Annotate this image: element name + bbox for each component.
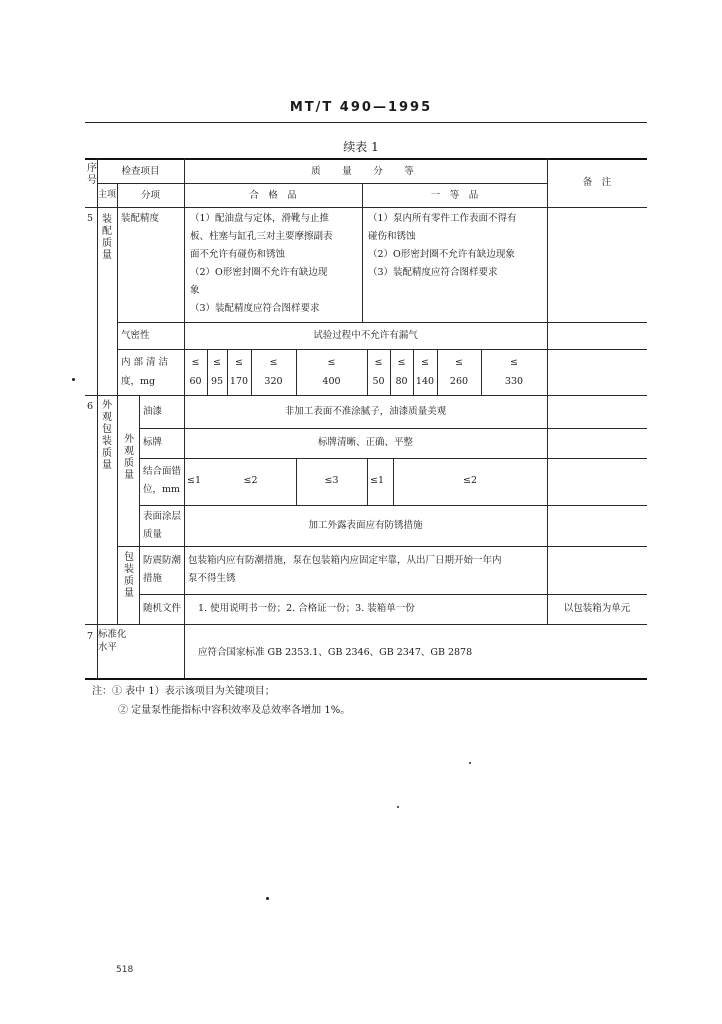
cleanliness-label-unit: 度，mg (121, 376, 156, 387)
row-line-paint (139, 428, 647, 429)
clean-f-symbol: ≤ (455, 357, 463, 368)
col-line-remarks (547, 158, 548, 624)
cleanliness-label: 内部清洁 (121, 357, 172, 368)
clean-q-value: 400 (322, 376, 341, 387)
scan-speck (469, 762, 471, 764)
joint-q3: ≤3 (324, 475, 339, 486)
assembly-qualified-line: （3）装配精度应符合图样要求 (190, 303, 320, 314)
scan-speck (72, 378, 75, 381)
header-rule (85, 122, 647, 123)
row5-main-item: 装配质量 (102, 214, 112, 261)
row7-main-item: 标准化水平 (98, 629, 127, 653)
paint-label: 油漆 (143, 406, 163, 417)
header-first-class: 一 等 品 (430, 190, 479, 201)
clean-q-symbol: ≤ (191, 357, 200, 368)
paint-value: 非加工表面不准涂腻子，油漆质量美观 (284, 406, 447, 417)
assembly-qualified-line: （2）O形密封圈不允许有缺边现 (190, 267, 328, 278)
row7-seq: 7 (87, 631, 94, 642)
scan-speck (397, 806, 399, 808)
documents-value: 1. 使用说明书一份；2. 合格证一份；3. 装箱单一份 (198, 603, 415, 614)
coating-label-2: 质量 (143, 529, 163, 540)
col-line-group (139, 395, 140, 624)
clean-f-symbol: ≤ (510, 357, 518, 368)
header-main-item: 主项 (97, 190, 116, 200)
header-qualified: 合 格 品 (249, 190, 297, 201)
assembly-qualified-line: 板、柱塞与缸孔三对主要摩擦副表 (190, 231, 333, 242)
note-line: 注：① 表中 1）表示该项目为关键项目； (92, 686, 275, 697)
row5-seq: 5 (87, 213, 94, 224)
moisture-label-2: 措施 (143, 573, 163, 584)
clean-f-symbol: ≤ (397, 357, 406, 368)
clean-f-value: 140 (415, 376, 435, 387)
joint-f2: ≤2 (462, 475, 477, 486)
clean-q-symbol: ≤ (213, 357, 221, 368)
row-line-row5-end (85, 395, 647, 396)
documents-label: 随机文件 (143, 603, 182, 614)
standard-code: MT/T 490—1995 (289, 100, 433, 115)
row-line-assembly (117, 322, 647, 323)
note-line: ② 定量泵性能指标中容积效率及总效率各增加 1%。 (118, 705, 351, 716)
assembly-qualified-line: 象 (190, 285, 200, 296)
row-line-air (117, 349, 647, 350)
continued-table-label: 续表 1 (343, 140, 379, 154)
header-remarks: 备 注 (582, 177, 612, 188)
row-line-moisture (139, 594, 647, 595)
header-mid-line (97, 183, 547, 184)
moisture-value-line: 包装箱内应有防潮措施，泵在包装箱内应固定牢靠，从出厂日期开始一年内 (188, 555, 502, 566)
row-line-coating (117, 546, 647, 547)
clean-f-symbol: ≤ (374, 357, 383, 368)
assembly-qualified-line: 面不允许有碰伤和锈蚀 (190, 249, 286, 260)
moisture-value-line: 泵不得生锈 (188, 573, 236, 584)
assembly-first-line: （2）O形密封圈不允许有缺边现象 (368, 249, 515, 260)
clean-q-value: 60 (189, 376, 202, 387)
assembly-first-line: （3）装配精度应符合图样要求 (368, 267, 498, 278)
moisture-label: 防震防潮 (143, 555, 182, 566)
col-line-grade-split-c (367, 458, 368, 505)
scan-speck (266, 897, 269, 900)
clean-f-value: 80 (395, 376, 408, 387)
col-line-seq (97, 158, 98, 678)
clean-f-value: 260 (449, 376, 469, 387)
air-tightness-label: 气密性 (121, 330, 150, 341)
clean-f-value: 50 (372, 376, 385, 387)
header-check-item: 检查项目 (121, 166, 160, 177)
row-line-joint (139, 505, 647, 506)
row6-seq: 6 (87, 401, 94, 412)
air-tightness-value: 试验过程中不允许有漏气 (313, 330, 418, 341)
joint-misalign-unit: 位，mm (143, 484, 181, 495)
joint-q2: ≤2 (243, 475, 258, 486)
joint-q1: ≤1 (187, 475, 202, 486)
clean-f-symbol: ≤ (421, 357, 429, 368)
table-top-border (85, 158, 647, 160)
row7-value: 应符合国家标准 GB 2353.1、GB 2346、GB 2347、GB 2878 (198, 647, 473, 658)
clean-q-symbol: ≤ (235, 357, 243, 368)
coating-value: 加工外露表面应有防锈措施 (308, 520, 423, 531)
clean-q-value: 320 (264, 376, 283, 387)
assembly-first-line: （1）泵内所有零件工作表面不得有 (368, 213, 517, 224)
joint-f1: ≤1 (370, 475, 385, 486)
joint-misalign-label: 结合面错 (143, 466, 182, 477)
assembly-precision-label: 装配精度 (121, 213, 160, 224)
appearance-group-label: 外观质量 (124, 434, 134, 481)
row6-main-item: 外观包装质量 (102, 400, 112, 471)
nameplate-label: 标牌 (143, 437, 163, 448)
documents-remark: 以包装箱为单元 (563, 603, 631, 614)
header-bottom-line (85, 207, 647, 208)
nameplate-value: 标牌清晰、正确、平整 (317, 437, 413, 448)
clean-q-value: 170 (229, 376, 249, 387)
clean-q-symbol: ≤ (327, 357, 336, 368)
row-line-row6-end (85, 624, 647, 625)
clean-q-value: 95 (210, 376, 224, 387)
assembly-first-line: 碰伤和锈蚀 (368, 231, 416, 242)
header-seq: 序号 (87, 163, 97, 186)
packaging-group-label: 包装质量 (124, 552, 134, 599)
col-line-main (117, 183, 118, 624)
clean-f-value: 330 (504, 376, 524, 387)
page-number: 518 (116, 965, 134, 975)
coating-label: 表面涂层 (143, 511, 182, 522)
header-quality-grade: 质 量 分 等 (311, 166, 420, 177)
header-sub-item: 分项 (140, 190, 160, 201)
assembly-qualified-line: （1）配油盘与定体，滑靴与止推 (190, 213, 330, 224)
table-bottom-border (85, 678, 647, 680)
clean-q-symbol: ≤ (269, 357, 278, 368)
